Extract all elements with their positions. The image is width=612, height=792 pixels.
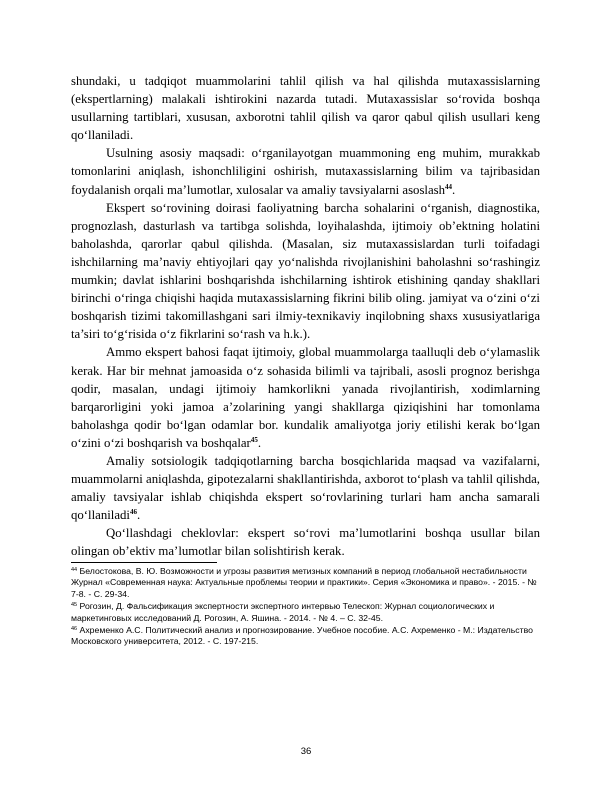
footnote-45 [71, 601, 540, 625]
paragraph-1 [71, 72, 540, 144]
paragraph-5-end: . [137, 508, 141, 523]
paragraph-1-text: shundaki, u tadqiqot muammolarini tahlil qilish va hal qilishda mutaxassislarning (ekspertlarning) malakali ishtirokini nazarda tutadi. Mutaxassislar so‘rovida boshqa usullarning tartiblari, xususan, axborotni tahlil qilish va qaror qabul qilish usullari keng qo‘llaniladi. [71, 74, 540, 143]
paragraph-4-text: Ammo ekspert bahosi faqat ijtimoiy, global muammolarga taalluqli deb o‘ylamaslik kerak. Har bir mehnat jamoasida o‘z sohasida bilimli va tajribali, asosli prognoz berishga qodir, masalan, undagi ijtimoiy hamkorlikni yanada rivojlantirish, xodimlarning barqarorligini yoki jamoa a’zolarining yangi shakllarga qiziqishini har tomonlama baholashga qodir bo‘lgan odamlar bor. kundalik amaliyotga joriy etilishi kerak bo‘lgan o‘zini o‘zi boshqarish va boshqalar [71, 345, 540, 450]
paragraph-4-end: . [257, 435, 262, 450]
document-page [71, 72, 540, 648]
footnote-text: Рогозин, Д. Фальсификация экспертности экспертного интервью Телескоп: Журнал социологических и маркетинговых исследований Д. Рогозин, А. Яшина. - 2014. - № 4. – С. 32-45. [71, 600, 495, 623]
footnote-44 [71, 566, 540, 601]
paragraph-4 [71, 343, 540, 452]
paragraph-5-text: Amaliy sotsiologik tadqiqotlarning barcha bosqichlarida maqsad va vazifalarni, muammolarni aniqlashda, gipotezalarni shakllantirishda, axborot to‘plash va tahlil qilishda, amaliy tavsiyalar ishlab chiqishda ekspert so‘rovlarining turlari ham ancha samarali qo‘llaniladi [71, 453, 540, 523]
footnote-ref-45[interactable]: 45 [250, 435, 258, 444]
footnote-number: 46 [71, 625, 78, 632]
paragraph-6-text: Qo‘llashdagi cheklovlar: ekspert so‘rovi ma’lumotlarini boshqa usullar bilan olingan ob’ektiv ma’lumotlar bilan solishtirish kerak. [71, 526, 540, 559]
paragraph-3 [71, 199, 540, 344]
footnote-number: 45 [71, 601, 78, 608]
footnote-text: Белостокова, В. Ю. Возможности и угрозы развития метизных компаний в период глобальной нестабильности Журнал «Современная наука: Актуальные проблемы теории и практики». Серия «Экономика и право». - 2015. - № 7-8. - С. 29-34. [71, 565, 537, 600]
paragraph-6 [71, 524, 540, 560]
footnote-ref-44[interactable]: 44 [445, 182, 453, 191]
page-number: 36 [300, 746, 312, 757]
paragraph-3-text: Ekspert so‘rovining doirasi faoliyatning barcha sohalarini o‘rganish, diagnostika, prognozlash, dasturlash va tartibga solishda, loyihalashda, ijtimoiy ob’ektning holatini baholashda, qarorlar qabul qilishda. (Masalan, siz mutaxassislardan turli toifadagi ishchilarning ma’naviy ehtiyojlari qay yo‘nalishda rivojlanishini baholashni so‘rashingiz mumkin; davlat ishlarini boshqarishda ishchilarning ishtirok etishining qanday shakllari birinchi o‘ringa chiqishi haqida mutaxassislarning fikrini bilib oling. jamiyat va o‘zini o‘zi boshqarish tizimi takomillashgani sari ilmiy-texnikaviy inqilobning shaxs xususiyatlariga ta’siri to‘g‘risida o‘z fikrlarini so‘rash va h.k.). [71, 200, 540, 342]
footnote-text: Ахременко А.С. Политический анализ и прогнозирование. Учебное пособие. А.С. Ахременко - М.: Издательство Московского университета, 2012. - С. 197-215. [71, 624, 533, 647]
paragraph-2-text: Usulning asosiy maqsadi: o‘rganilayotgan muammoning eng muhim, murakkab tomonlarini aniqlash, ishonchliligini oshirish, mutaxassislarning bilim va tajribasidan foydalanish orqali ma’lumotlar, xulosalar va amaliy tavsiyalarni asoslash [71, 146, 540, 197]
footnote-46 [71, 625, 540, 649]
footnote-number: 44 [71, 566, 78, 573]
paragraph-2 [71, 144, 540, 198]
footnote-separator [71, 562, 217, 563]
footnote-ref-46[interactable]: 46 [130, 508, 137, 517]
paragraph-5 [71, 452, 540, 524]
paragraph-2-end: . [452, 182, 456, 197]
